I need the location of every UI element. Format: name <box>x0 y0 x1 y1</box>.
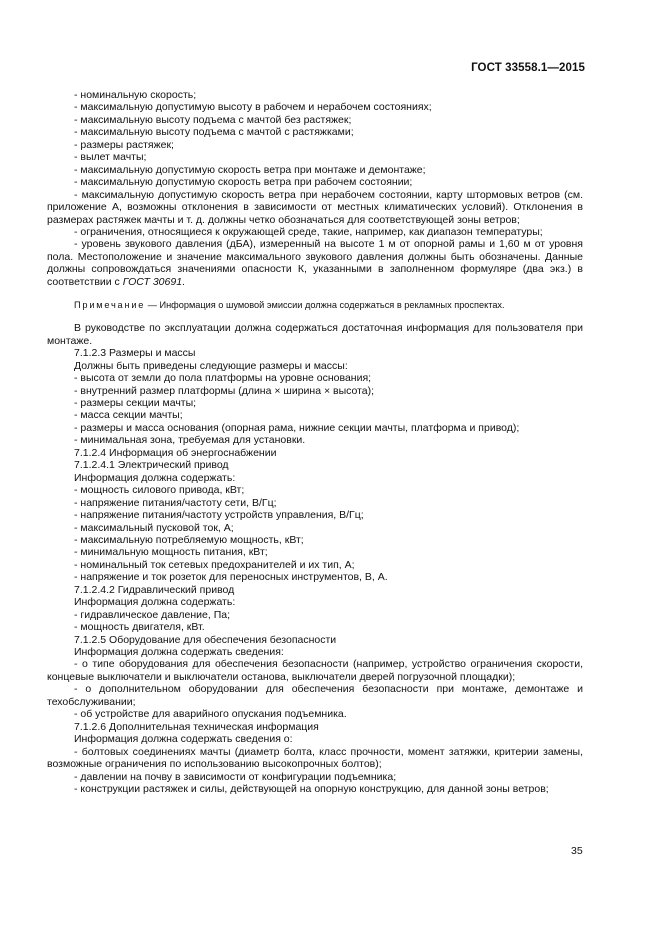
list-item: - максимальную допустимую высоту в рабочем и нерабочем состояниях; <box>74 101 432 114</box>
note-text: Информация о шумовой эмиссии должна содержаться в рекламных проспектах. <box>159 300 505 311</box>
list-item: - размеры и масса основания (опорная рама, нижние секции мачты, платформа и привод); <box>74 421 520 434</box>
standard-header: ГОСТ 33558.1—2015 <box>471 62 585 74</box>
list-item: - мощность двигателя, кВт. <box>74 621 205 634</box>
section-heading: 7.1.2.4.2 Гидравлический привод <box>74 583 235 596</box>
list-item: - номинальную скорость; <box>74 89 197 101</box>
list-item: - максимальную высоту подъема с мачтой с растяжками; <box>74 126 354 139</box>
list-item: - ограничения, относящиеся к окружающей среде, такие, например, как диапазон температуры; <box>74 225 543 238</box>
paragraph: Информация должна содержать: <box>74 596 236 609</box>
list-item: - о типе оборудования для обеспечения безопасности (например, устройство ограничения скорости, концевые выключатели и выключатели останова, выключатели дверей погрузочной площадки); <box>47 658 583 683</box>
note <box>47 299 583 311</box>
note-dash: — <box>147 300 157 311</box>
list-item-text: - уровень звукового давления (дБА), измеренный на высоте 1 м от опорной рамы и 1,60 м от уровня пола. Местоположение и значение максимального звукового давления должны быть обозначены. Данные должны сопровождаться значениями опасности К, указанными в заполненном формуляре (два экз.) в соответствии с <box>47 238 583 288</box>
list-item: - максимальную допустимую скорость ветра при монтаже и демонтаже; <box>74 163 426 176</box>
list-item: - болтовых соединениях мачты (диаметр болта, класс прочности, момент затяжки, критерии замены, возможные ограничения по использованию высокопрочных болтов); <box>47 745 583 771</box>
list-item: - напряжение питания/частоту сети, В/Гц; <box>74 496 277 509</box>
paragraph: Информация должна содержать сведения о: <box>74 733 293 746</box>
list-item: - максимальную потребляемую мощность, кВт; <box>74 533 304 546</box>
paragraph: Информация должна содержать: <box>74 471 236 484</box>
page-number: 35 <box>571 845 583 857</box>
list-item: - размеры секции мачты; <box>74 396 197 409</box>
section-heading: 7.1.2.4 Информация об энергоснабжении <box>74 446 277 459</box>
list-item: - максимальную высоту подъема с мачтой без растяжек; <box>74 113 352 126</box>
section-heading: 7.1.2.5 Оборудование для обеспечения безопасности <box>74 633 337 646</box>
list-item: - максимальный пусковой ток, А; <box>74 521 234 534</box>
page-body <box>47 89 583 795</box>
reference-tail: . <box>182 275 185 288</box>
section-heading: 7.1.2.4.1 Электрический привод <box>74 459 229 472</box>
section-heading: 7.1.2.6 Дополнительная техническая информация <box>74 720 319 733</box>
list-item: - номинальный ток сетевых предохранителей и их тип, А; <box>74 558 355 571</box>
list-item: - мощность силового привода, кВт; <box>74 484 245 497</box>
note-label: Примечание <box>74 300 146 311</box>
list-item: - конструкции растяжек и силы, действующей на опорную конструкцию, для данной зоны ветров; <box>74 783 549 796</box>
paragraph: В руководстве по эксплуатации должна содержаться достаточная информация для пользователя при монтаже. <box>47 322 583 347</box>
list-item: - об устройстве для аварийного опускания подъемника. <box>74 708 347 721</box>
list-item: - напряжение и ток розеток для переносных инструментов, В, А. <box>74 571 388 584</box>
section-heading: 7.1.2.3 Размеры и массы <box>74 347 196 360</box>
list-item: - максимальную допустимую скорость ветра при рабочем состоянии; <box>74 176 413 189</box>
list-item: - о дополнительном оборудовании для обеспечения безопасности при монтаже, демонтаже и техобслуживании; <box>47 683 583 708</box>
list-item <box>47 238 583 288</box>
list-item: - внутренний размер платформы (длина × ширина × высота); <box>74 384 375 397</box>
list-item: - максимальную допустимую скорость ветра при нерабочем состоянии, карту штормовых ветров (см. приложение А, возможны отклонения в зависимости от местных климатических условий). Отклонения в размерах растяжек мачты и т. д. должны четко обозначаться для соответствующей зоны ветров; <box>47 188 583 226</box>
list-item: - вылет мачты; <box>74 151 147 164</box>
paragraph: Должны быть приведены следующие размеры и массы: <box>74 359 348 372</box>
list-item: - масса секции мачты; <box>74 409 183 422</box>
list-item: - размеры растяжек; <box>74 138 174 151</box>
list-item: - гидравлическое давление, Па; <box>74 608 231 621</box>
list-item: - давлении на почву в зависимости от конфигурации подъемника; <box>74 770 397 783</box>
list-item: - напряжение питания/частоту устройств управления, В/Гц; <box>74 509 364 522</box>
list-item: - минимальная зона, требуемая для установки. <box>74 434 306 447</box>
list-item: - высота от земли до пола платформы на уровне основания; <box>74 372 372 385</box>
paragraph: Информация должна содержать сведения: <box>74 646 284 659</box>
gost-reference: ГОСТ 30691 <box>122 275 183 288</box>
list-item: - минимальную мощность питания, кВт; <box>74 546 268 559</box>
